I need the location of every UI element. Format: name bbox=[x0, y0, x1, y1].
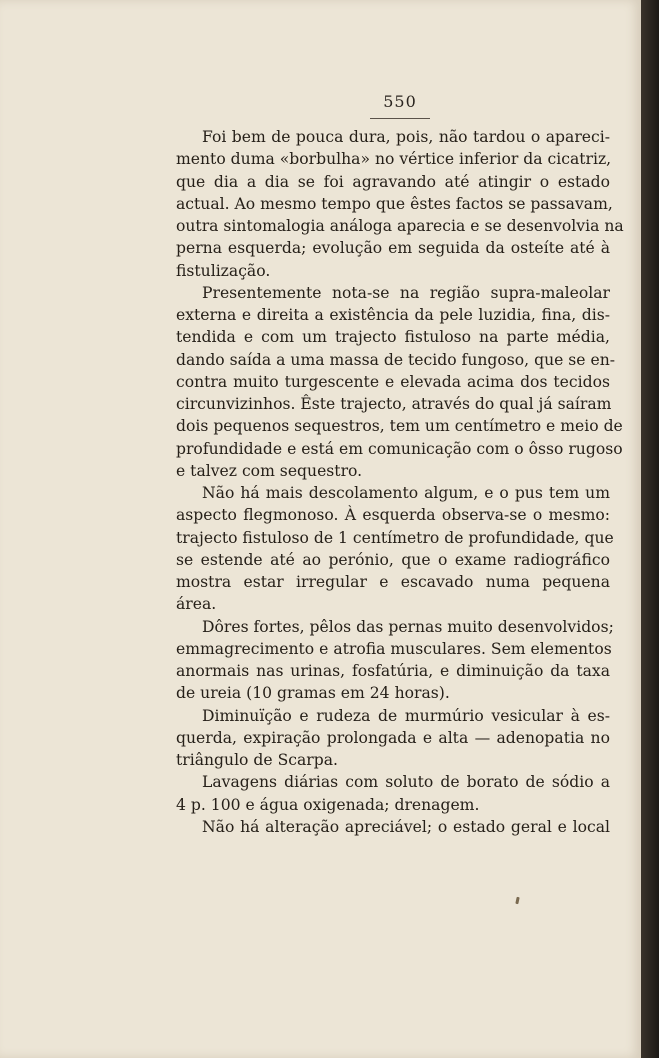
text-line: contra muito turgescente e elevada acima dos tecidos bbox=[176, 372, 610, 391]
text-line: anormais nas urinas, fosfatúria, e diminuição da taxa bbox=[176, 662, 610, 680]
text-line: área. bbox=[176, 595, 217, 614]
text-line: profundidade e está em comunicação com o ôsso rugoso bbox=[176, 439, 623, 458]
text-line: Foi bem de pouca dura, pois, não tardou o apareci- bbox=[202, 128, 610, 146]
text-line: tendida e com um trajecto fistuloso na parte média, bbox=[176, 328, 610, 347]
text-line: Presentemente nota-se na região supra-maleolar bbox=[202, 283, 610, 302]
text-line: triângulo de Scarpa. bbox=[176, 751, 338, 769]
text-line: fistulização. bbox=[176, 261, 271, 280]
text-line: Não há mais descolamento algum, e o pus tem um bbox=[202, 484, 610, 502]
text-line: se estende até ao perónio, que o exame radiográfico bbox=[176, 550, 610, 569]
text-line: dando saída a uma massa de tecido fungoso, que se en- bbox=[176, 350, 616, 369]
text-line: Diminuïção e rudeza de murmúrio vesicular à es- bbox=[202, 706, 610, 725]
text-line: 4 p. 100 e água oxigenada; drenagem. bbox=[176, 795, 480, 814]
text-line: que dia a dia se foi agravando até atingir o estado bbox=[176, 172, 610, 191]
text-line: externa e direita a existência da pele luzidia, fina, dis- bbox=[176, 306, 610, 324]
text-line: circunvizinhos. Êste trajecto, através do qual já saíram bbox=[176, 395, 612, 413]
text-line: Lavagens diárias com soluto de borato de sódio a bbox=[202, 773, 610, 792]
text-line: actual. Ao mesmo tempo que êstes factos se passavam, bbox=[176, 194, 613, 213]
text-line: emmagrecimento e atrofia musculares. Sem elementos bbox=[176, 639, 612, 658]
text-line: mento duma «borbulha» no vértice inferior da cicatriz, bbox=[176, 150, 612, 169]
text-line: mostra estar irregular e escavado numa pequena bbox=[176, 573, 610, 591]
text-line: perna esquerda; evolução em seguida da osteíte até à bbox=[176, 239, 610, 258]
page-number-rule bbox=[370, 118, 430, 119]
page-number: 550 bbox=[383, 92, 417, 111]
text-line: trajecto fistuloso de 1 centímetro de profundidade, que bbox=[176, 528, 614, 547]
text-line: aspecto flegmonoso. À esquerda observa-se o mesmo: bbox=[176, 506, 610, 525]
text-line: querda, expiração prolongada e alta — adenopatia no bbox=[176, 728, 610, 747]
text-line: outra sintomalogia análoga aparecia e se desenvolvia na bbox=[176, 217, 624, 235]
page-edge-shadow bbox=[641, 0, 659, 1058]
body-text bbox=[176, 126, 624, 838]
text-line: dois pequenos sequestros, tem um centímetro e meio de bbox=[176, 417, 623, 436]
ink-speck bbox=[515, 897, 519, 904]
text-line: de ureia (10 gramas em 24 horas). bbox=[176, 684, 450, 703]
text-line: Dôres fortes, pêlos das pernas muito desenvolvidos; bbox=[202, 617, 614, 636]
text-line: Não há alteração apreciável; o estado geral e local bbox=[202, 817, 610, 836]
text-line: e talvez com sequestro. bbox=[176, 461, 363, 480]
